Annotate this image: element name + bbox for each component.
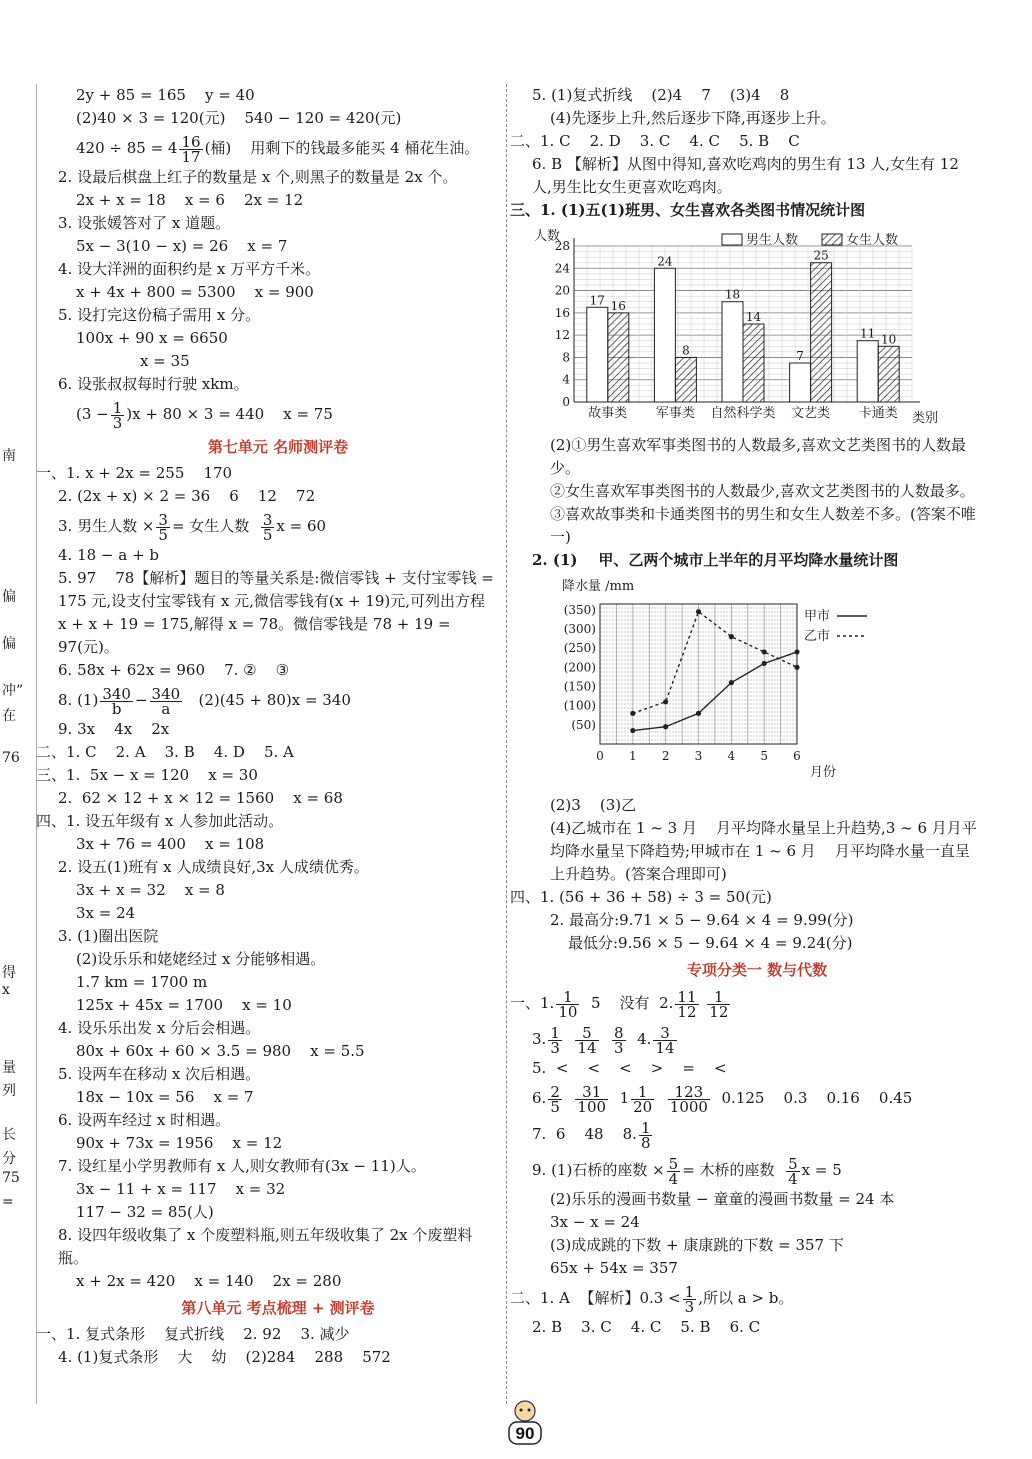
answer-line: 3. 设张媛答对了 x 道题。: [58, 214, 231, 232]
answer-line: ②女生喜欢军事类图书的人数最少,喜欢文艺类图书的人数最多。: [550, 482, 975, 500]
answer-line: 5. 设两车在移动 x 次后相遇。: [58, 1065, 261, 1083]
answer-line: 2. (2x + x) × 2 = 36 6 12 72: [58, 487, 316, 505]
bar-boys: [857, 341, 878, 402]
answer-line: (4)先逐步上升,然后逐步下降,再逐步上升。: [550, 109, 836, 127]
answer-line: 6. $\frac{2}{5}$ $\frac{31}{100}$ 1 $\frac{1}{20}$ $\frac{123}{1000}$ 0.125 0.3 0.16 0.45: [532, 1082, 913, 1116]
legend-label: 甲市: [804, 609, 831, 624]
edge-text: 列: [2, 1083, 16, 1099]
line-chart-yticks: [564, 603, 596, 732]
edge-text: 偏: [2, 589, 16, 605]
fraction: $\frac{340}{a}$: [151, 684, 181, 718]
x-tick-label: 故事类: [588, 406, 628, 421]
data-point: [630, 728, 635, 733]
answer-line: 100x + 90 x = 6650: [76, 329, 228, 347]
y-tick-label: (350): [563, 602, 596, 617]
bar-value-label: 24: [657, 254, 673, 269]
x-tick-label: 4: [727, 749, 736, 763]
x-tick-label: 1: [629, 749, 637, 763]
section-heading: 专项分类一 数与代数: [686, 961, 828, 979]
bar-chart-xlabel: 类别: [912, 411, 939, 426]
y-tick-label: 0: [562, 395, 570, 409]
fraction: $\frac{123}{1000}$: [669, 1082, 708, 1116]
fraction: $\frac{11}{12}$: [677, 987, 697, 1021]
edge-text: 偏: [2, 636, 16, 652]
bar-girls: [608, 313, 629, 402]
data-point: [630, 711, 635, 716]
fraction: $\frac{1}{3}$: [550, 1023, 560, 1057]
data-point: [696, 609, 701, 614]
answer-line: 最低分:9.56 × 5 − 9.64 × 4 = 9.24(分): [568, 934, 853, 952]
answer-line: 6. 设两车经过 x 时相遇。: [58, 1111, 231, 1129]
answer-line: 9. 3x 4x 2x: [58, 720, 170, 738]
y-tick-label: 20: [554, 283, 570, 298]
fraction: $\frac{8}{3}$: [614, 1023, 624, 1057]
bar-value-label: 17: [589, 293, 605, 308]
x-tick-label: 3: [694, 749, 703, 763]
page-number-badge: [505, 1398, 545, 1446]
bar-value-label: 8: [682, 343, 690, 358]
x-tick-label: 自然科学类: [710, 406, 776, 421]
edge-text: 长: [2, 1127, 16, 1143]
answer-line: 3. $\frac{1}{3}$ $\frac{5}{14}$ $\frac{8}{3}$ 4. $\frac{3}{14}$: [532, 1023, 675, 1057]
answer-line: (4)乙城市在 1 ~ 3 月 月平均降水量呈上升趋势,3 ~ 6 月月平均降水量呈下降趋势;甲城市在 1 ~ 6 月 月平均降水量一直呈上升趋势。(答案合理即可): [550, 819, 977, 883]
answer-line: 一、1. $\frac{1}{10}$ 5 没有 2. $\frac{11}{12}$ $\frac{1}{12}$: [510, 987, 729, 1021]
answer-line: 420 ÷ 85 = 4 $\frac{16}{17}$ (桶) 用剩下的钱最多能买 4 桶花生油。: [76, 132, 480, 166]
line-chart: [532, 576, 972, 786]
fraction: $\frac{1}{3}$: [684, 1282, 695, 1316]
fraction: $\frac{3}{5}$: [262, 510, 273, 544]
answer-line: 3. 男生人数 × $\frac{3}{5}$ = 女生人数 $\frac{3}{5}$ x = 60: [58, 510, 327, 544]
answer-line: 6. B 【解析】从图中得知,喜欢吃鸡肉的男生有 13 人,女生有 12 人,男生比女生更喜欢吃鸡肉。: [532, 155, 964, 196]
answer-line: 四、1. (56 + 36 + 58) ÷ 3 = 50(元): [510, 888, 772, 906]
edge-text: 75: [2, 1170, 20, 1186]
answer-line: 三、1. (1)五(1)班男、女生喜欢各类图书情况统计图: [510, 201, 866, 219]
answer-line: 4. (1)复式条形 大 幼 (2)284 288 572: [58, 1348, 391, 1366]
x-tick-label: 5: [760, 749, 768, 763]
legend-label: 男生人数: [746, 233, 799, 248]
line-chart-legend: [804, 609, 867, 644]
answer-line: 3x − 11 + x = 117 x = 32: [76, 1180, 286, 1198]
fraction: $\frac{1}{20}$: [633, 1082, 653, 1116]
bar-girls: [878, 346, 899, 402]
fraction: $\frac{3}{5}$: [158, 510, 168, 544]
fraction: $\frac{1}{3}$: [112, 398, 123, 432]
bar-value-label: 7: [796, 349, 804, 363]
answer-line: 6. 设张叔叔每时行驶 xkm。: [58, 375, 249, 393]
answer-line: (3)成成跳的下数 + 康康跳的下数 = 357 下: [550, 1236, 844, 1254]
fraction: $\frac{1}{10}$: [558, 987, 578, 1021]
answer-line: 5. < < < > = <: [532, 1059, 727, 1077]
fraction: $\frac{5}{14}$: [577, 1023, 597, 1057]
x-tick-label: 文艺类: [791, 406, 831, 421]
answer-line: x + 4x + 800 = 5300 x = 900: [76, 283, 314, 301]
bar-value-label: 10: [881, 332, 897, 347]
legend-label: 女生人数: [846, 233, 899, 248]
y-tick-label: (150): [563, 679, 596, 694]
bar-chart: [532, 226, 972, 426]
answer-line: 125x + 45x = 1700 x = 10: [76, 996, 292, 1014]
answer-line: 四、1. 设五年级有 x 人参加此活动。: [36, 812, 284, 830]
edge-text: 76: [2, 750, 20, 766]
answer-line: 3. (1)圈出医院: [58, 927, 159, 945]
answer-line: 一、1. 复式条形 复式折线 2. 92 3. 减少: [36, 1325, 350, 1343]
answer-line: 80x + 60x + 60 × 3.5 = 980 x = 5.5: [76, 1042, 365, 1060]
fraction: $\frac{1}{8}$: [640, 1118, 651, 1152]
data-point: [696, 711, 701, 716]
answer-line: 117 − 32 = 85(人): [76, 1203, 214, 1221]
page-edge-fragments: [0, 0, 24, 1459]
edge-text: 在: [2, 708, 16, 724]
bar-chart-xticks: [588, 405, 897, 421]
y-tick-label: (300): [563, 621, 596, 636]
x-tick-label: 卡通类: [858, 406, 898, 421]
bar-value-label: 16: [610, 298, 626, 313]
line-chart-ylabel: 降水量 /mm: [562, 579, 635, 594]
fraction: $\frac{31}{100}$: [577, 1082, 607, 1116]
data-point: [762, 661, 767, 666]
answer-line: 2. (1) 甲、乙两个城市上半年的月平均降水量统计图: [532, 551, 899, 569]
bar-boys: [722, 302, 743, 402]
answer-line: (2)设乐乐和姥姥经过 x 分能够相遇。: [76, 950, 326, 968]
right-column: [510, 84, 982, 1339]
section-heading: 第八单元 考点梳理 + 测评卷: [181, 1299, 375, 1317]
x-tick-label: 0: [596, 749, 604, 763]
bar-value-label: 14: [745, 310, 762, 324]
fraction: $\frac{2}{5}$: [550, 1082, 560, 1116]
edge-text: 得 x: [2, 965, 16, 998]
answer-line: 18x − 10x = 56 x = 7: [76, 1088, 254, 1106]
legend-swatch-girls: [822, 234, 842, 245]
answer-line: 二、1. A 【解析】0.3 < $\frac{1}{3}$ ,所以 a > b。: [510, 1282, 794, 1316]
y-tick-label: 4: [562, 372, 570, 387]
answer-line: 4. 18 − a + b: [58, 546, 159, 564]
answer-line: 3x = 24: [76, 904, 136, 922]
y-tick-label: (250): [563, 641, 596, 656]
answer-line: 5x − 3(10 − x) = 26 x = 7: [76, 237, 288, 255]
answer-line: 65x + 54x = 357: [550, 1259, 678, 1277]
answer-line: 1.7 km = 1700 m: [76, 973, 208, 991]
answer-line: x = 35: [140, 352, 190, 370]
answer-line: 2y + 85 = 165 y = 40: [76, 86, 255, 104]
answer-line: (2)①男生喜欢军事类图书的人数最多,喜欢文艺类图书的人数最少。: [550, 436, 967, 477]
bar-girls: [675, 357, 696, 402]
data-point: [729, 680, 734, 685]
section-heading: 第七单元 名师测评卷: [207, 438, 349, 456]
bar-value-label: 18: [724, 287, 741, 302]
answer-line: 三、1. 5x − x = 120 x = 30: [36, 766, 258, 784]
answer-line: 2. 最高分:9.71 × 5 − 9.64 × 4 = 9.99(分): [550, 911, 854, 929]
bar-value-label: 25: [813, 248, 829, 263]
bar-value-label: 11: [860, 326, 876, 341]
data-point: [729, 634, 734, 639]
fraction: $\frac{5}{4}$: [668, 1154, 679, 1188]
fraction: $\frac{16}{17}$: [181, 132, 201, 166]
answer-line: x + 2x = 420 x = 140 2x = 280: [76, 1272, 342, 1290]
data-point: [762, 649, 767, 654]
y-tick-label: (50): [571, 717, 596, 732]
line-chart-xlabel: 月份: [810, 765, 837, 780]
answer-line: (2)乐乐的漫画书数量 − 童童的漫画书数量 = 24 本: [550, 1190, 895, 1208]
fraction: $\frac{1}{12}$: [709, 987, 729, 1021]
answer-line: 2. 62 × 12 + x × 12 = 1560 x = 68: [58, 789, 343, 807]
fraction: $\frac{3}{14}$: [655, 1023, 675, 1057]
bar-boys: [587, 307, 608, 402]
answer-line: 一、1. x + 2x = 255 170: [36, 464, 233, 482]
answer-line: (2)3 (3)乙: [550, 796, 637, 814]
answer-line: 2. 设五(1)班有 x 人成绩良好,3x 人成绩优秀。: [58, 858, 369, 876]
y-tick-label: 28: [554, 239, 570, 253]
answer-line: ③喜欢故事类和卡通类图书的男生和女生人数差不多。(答案不唯一): [550, 505, 976, 546]
answer-line: 9. (1)石桥的座数 × $\frac{5}{4}$ = 木桥的座数 $\frac{5}{4}$ x = 5: [532, 1154, 842, 1188]
fraction: $\frac{5}{4}$: [788, 1154, 798, 1188]
x-tick-label: 6: [793, 749, 801, 763]
answer-line: 4. 设大洋洲的面积约是 x 万平方千米。: [58, 260, 321, 278]
answer-line: 2. 设最后棋盘上红子的数量是 x 个,则黑子的数量是 2x 个。: [58, 168, 458, 186]
answer-line: 二、1. C 2. A 3. B 4. D 5. A: [36, 743, 294, 761]
legend-swatch-boys: [722, 234, 742, 245]
edge-text: 分: [2, 1151, 16, 1167]
answer-line: 8. (1) $\frac{340}{b}$ − $\frac{340}{a}$ (2)(45 + 80)x = 340: [58, 684, 351, 718]
answer-line: 90x + 73x = 1956 x = 12: [76, 1134, 283, 1152]
y-tick-label: 24: [554, 261, 570, 276]
bar-boys: [790, 363, 811, 402]
edge-text: 南: [2, 448, 16, 464]
edge-text: 量: [2, 1060, 16, 1076]
column-divider: [506, 84, 507, 1404]
edge-text: 冲”: [2, 683, 24, 699]
answer-line: (3 − $\frac{1}{3}$ )x + 80 × 3 = 440 x = 75: [76, 398, 333, 432]
answer-line: 2. B 3. C 4. C 5. B 6. C: [532, 1318, 761, 1336]
bar-girls: [743, 324, 764, 402]
x-tick-label: 军事类: [655, 406, 695, 421]
answer-line: (2)40 × 3 = 120(元) 540 − 120 = 420(元): [76, 109, 402, 127]
answer-line: 5. 设打完这份稿子需用 x 分。: [58, 306, 261, 324]
page-number: 90: [515, 1424, 535, 1443]
bar-girls: [811, 263, 832, 402]
answer-line: 3x + 76 = 400 x = 108: [76, 835, 265, 853]
answer-line: 8. 设四年级收集了 x 个废塑料瓶,则五年级收集了 2x 个废塑料瓶。: [58, 1226, 473, 1267]
y-tick-label: 16: [554, 305, 570, 320]
answer-line: 3x + x = 32 x = 8: [76, 881, 225, 899]
answer-line: 2x + x = 18 x = 6 2x = 12: [76, 191, 304, 209]
data-point: [794, 649, 799, 654]
answer-line: 5. (1)复式折线 (2)4 7 (3)4 8: [532, 86, 790, 104]
fraction: $\frac{340}{b}$: [102, 684, 131, 718]
left-column: [36, 84, 499, 1369]
answer-line: 7. 设红星小学男教师有 x 人,则女教师有(3x − 11)人。: [58, 1157, 426, 1175]
bar-chart-ylabel: 人数: [534, 229, 561, 244]
answer-line: 6. 58x + 62x = 960 7. ② ③: [58, 661, 290, 679]
data-point: [663, 699, 668, 704]
bar-boys: [654, 268, 675, 402]
y-tick-label: 8: [562, 350, 570, 365]
y-tick-label: (100): [563, 698, 596, 713]
x-tick-label: 2: [661, 749, 670, 763]
answer-line: 3x − x = 24: [550, 1213, 640, 1231]
answer-line: 5. 97 78【解析】题目的等量关系是:微信零钱 + 支付宝零钱 = 175 元,设支付宝零钱有 x 元,微信零钱有(x + 19)元,可列出方程 x + x + 19 = 175,解得 x = 78。微信零钱是 78 + 19 = 97(元)。: [58, 569, 499, 656]
y-tick-label: (200): [563, 660, 596, 675]
bar-chart-yticks: [555, 239, 571, 409]
edge-text: =: [2, 1194, 14, 1210]
answer-line: 4. 设乐乐出发 x 分后会相遇。: [58, 1019, 261, 1037]
legend-label: 乙市: [804, 629, 831, 644]
data-point: [794, 665, 799, 670]
line-chart-grid: [600, 604, 797, 744]
y-tick-label: 12: [554, 328, 570, 343]
mascot-icon: [515, 1401, 535, 1421]
answer-line: 二、1. C 2. D 3. C 4. C 5. B C: [510, 132, 800, 150]
answer-line: 7. 6 48 8. $\frac{1}{8}$: [532, 1118, 651, 1152]
line-chart-xticks: [596, 749, 801, 763]
data-point: [663, 724, 668, 729]
